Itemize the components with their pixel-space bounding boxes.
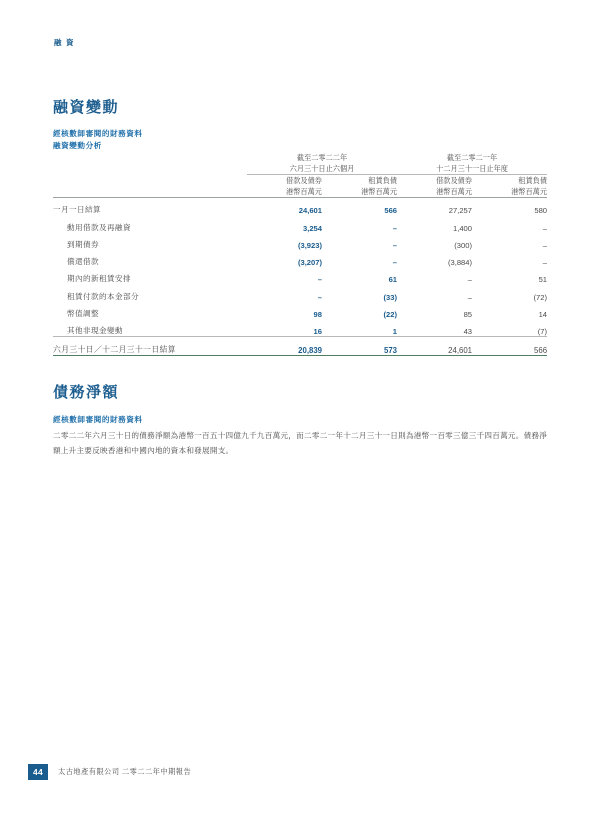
table-row <box>53 215 547 232</box>
row-value: – <box>392 223 398 233</box>
group-header-current-line2: 六月三十日止六個月 <box>289 164 355 173</box>
row-value: (3,207) <box>297 258 322 268</box>
row-label: 租賃付款的本金部分 <box>67 291 139 301</box>
col3-line2: 港幣百萬元 <box>511 187 548 196</box>
group-header-row <box>53 152 547 174</box>
row-value: – <box>392 258 398 268</box>
row-value: – <box>542 258 548 268</box>
page-number-badge: 44 <box>28 764 48 780</box>
col3-line1: 租賃負債 <box>518 176 548 185</box>
table-body <box>53 198 547 356</box>
row-value: (22) <box>383 310 398 320</box>
page-footer <box>0 764 600 784</box>
row-label: 一月一日結算 <box>53 205 101 215</box>
row-label: 到期債券 <box>67 239 99 249</box>
financing-subheading <box>53 128 143 151</box>
table-row <box>53 198 547 215</box>
group-header-current-line1: 截至二零二二年 <box>296 153 348 162</box>
col2-line1: 借款及債券 <box>436 176 473 185</box>
column-header-spacer <box>53 175 247 197</box>
row-label: 償還借款 <box>67 257 99 267</box>
net-debt-subheading: 經核數師審閱的財務資料 <box>53 415 143 424</box>
table-row <box>53 284 547 301</box>
row-label: 動用借款及再融資 <box>67 222 131 232</box>
table-row <box>53 233 547 250</box>
col0-line1: 借款及債券 <box>286 176 322 185</box>
group-header-spacer <box>53 152 247 174</box>
row-value: 43 <box>397 319 472 337</box>
total-row-value: 566 <box>472 337 547 356</box>
table-row <box>53 267 547 284</box>
total-row-label: 六月三十日／十二月三十一日結算 <box>53 337 247 356</box>
row-value: 566 <box>384 206 398 216</box>
table-row <box>53 319 547 337</box>
row-value: (300) <box>454 240 473 250</box>
row-value: 51 <box>538 275 548 285</box>
row-label: 幣值調整 <box>67 309 99 319</box>
row-label: 其他非現金變動 <box>53 319 247 337</box>
group-header-prior-period <box>397 152 547 174</box>
total-row-value: 24,601 <box>397 337 472 356</box>
row-value: 1 <box>322 319 397 337</box>
total-row-value: 20,839 <box>247 337 322 356</box>
page-title-financing: 融資變動 <box>53 99 120 116</box>
col1-line1: 租賃負債 <box>368 176 398 185</box>
row-label: 期內的新租賃安排 <box>67 274 131 284</box>
row-value: – <box>317 275 322 285</box>
row-value: 16 <box>247 319 322 337</box>
column-header-lease-current <box>322 175 397 197</box>
table-total-row <box>53 337 547 356</box>
row-value: 24,601 <box>298 206 322 216</box>
total-row-value: 573 <box>322 337 397 356</box>
footer-company-text: 太古地產有限公司 二零二二年中期報告 <box>58 767 192 776</box>
row-value: (33) <box>383 292 398 302</box>
row-value: – <box>467 292 473 302</box>
page-title-net-debt: 債務淨額 <box>53 384 120 401</box>
col2-line2: 港幣百萬元 <box>436 187 473 196</box>
row-value: 27,257 <box>448 206 473 216</box>
financing-subheading-line2: 融資變動分析 <box>53 140 102 150</box>
row-value: 61 <box>388 275 398 285</box>
row-value: – <box>392 240 398 250</box>
running-head: 融 資 <box>54 38 75 47</box>
financing-movement-table-wrapper <box>53 152 547 356</box>
row-value: – <box>317 292 322 302</box>
col0-line2: 港幣百萬元 <box>286 187 322 196</box>
group-header-prior-line2: 十二月三十一日止年度 <box>436 164 508 173</box>
financing-movement-table <box>53 152 547 356</box>
row-value: – <box>542 240 548 250</box>
table-row <box>53 302 547 319</box>
col1-line2: 港幣百萬元 <box>361 187 398 196</box>
row-value: 14 <box>538 310 548 320</box>
table-head <box>53 152 547 198</box>
column-header-borrowings-current <box>247 175 322 197</box>
row-value: (72) <box>533 292 548 302</box>
row-value: – <box>467 275 473 285</box>
row-value: (3,884) <box>447 258 473 268</box>
group-header-prior-line1: 截至二零二一年 <box>446 153 498 162</box>
table-row <box>53 250 547 267</box>
row-value: 98 <box>313 310 322 320</box>
column-header-lease-prior <box>472 175 547 197</box>
column-header-borrowings-prior <box>397 175 472 197</box>
row-value: 85 <box>463 310 473 320</box>
row-value: (3,923) <box>297 240 322 250</box>
row-value: 580 <box>534 206 548 216</box>
row-value: (7) <box>472 319 547 337</box>
financing-subheading-line1: 經核數師審閱的財務資料 <box>53 129 143 138</box>
row-value: 1,400 <box>453 223 473 233</box>
column-header-row <box>53 175 547 197</box>
row-value: 3,254 <box>302 223 322 233</box>
group-header-current-period <box>247 152 397 174</box>
row-value: – <box>542 223 548 233</box>
net-debt-paragraph: 二零二二年六月三十日的債務淨額為港幣一百五十四億九千九百萬元，而二零二一年十二月三十一日則為港幣一百零三億三千四百萬元。債務淨額上升主要反映香港和中國內地的資本和發展開支。 <box>53 431 548 455</box>
